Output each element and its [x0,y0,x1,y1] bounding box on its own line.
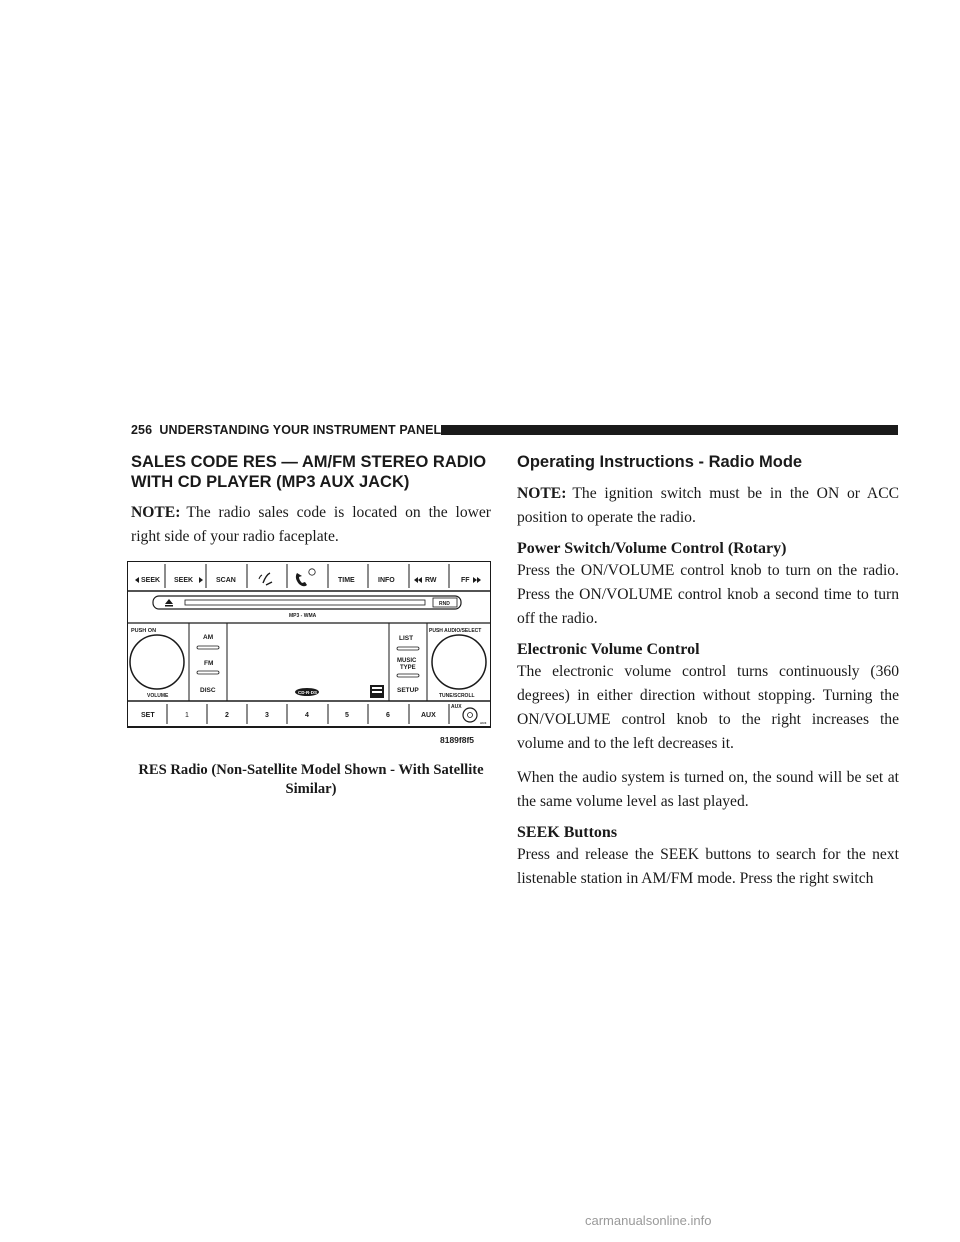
aux-small-label: AUX [480,721,487,725]
watermark: carmanualsonline.info [585,1213,712,1228]
tune-knob [432,635,486,689]
power-switch-heading: Power Switch/Volume Control (Rotary) [517,540,787,557]
aux-button-label: AUX [421,712,436,719]
operating-instructions-title: Operating Instructions - Radio Mode [517,453,803,471]
mp3-wma-label: MP3 - WMA [289,613,317,619]
caption-line1: RES Radio (Non-Satellite Model Shown - With Satellite [138,762,484,778]
preset-2-label: 2 [225,712,229,719]
header-rule [441,425,898,435]
caption-line2: Similar) [285,781,337,797]
compact-disc-logo-icon [370,685,384,698]
radio-faceplate-figure [127,561,491,747]
am-label: AM [203,634,214,641]
volume-control-text: The electronic volume control turns continuously (360 degrees) in either direction without stopping. Turning the ON/VOLUME control knob to the right increases the volume and to the left decreases it. [517,663,899,752]
note-text: The radio sales code is located on the lower right side of your radio faceplate. [131,504,491,545]
right-column [517,452,899,891]
right-note-paragraph [517,482,899,530]
rw-label: RW [425,577,437,584]
preset-5-label: 5 [345,712,349,719]
svg-text:CD·R·DS: CD·R·DS [298,690,317,695]
seek-heading: SEEK Buttons [517,824,618,841]
figure-id: 8189f8f5 [440,735,475,745]
setup-label: SETUP [397,687,419,694]
push-on-label: PUSH ON [131,628,157,634]
push-audio-label: PUSH AUDIO/SELECT [429,628,482,634]
section-title-line2: WITH CD PLAYER (MP3 AUX JACK) [131,473,410,491]
rnd-label: RND [439,601,450,607]
section-title [131,452,491,492]
scan-label: SCAN [216,577,236,584]
ff-label: FF [461,577,470,584]
right-note-text: The ignition switch must be in the ON or ACC position to operate the radio. [517,485,899,526]
preset-1-label: 1 [185,712,189,719]
type-label: TYPE [400,665,416,671]
volume-knob [130,635,184,689]
disc-label: DISC [200,687,216,694]
volume-control-heading: Electronic Volume Control [517,641,700,658]
note-label: NOTE: [131,504,181,521]
note-paragraph [131,501,491,549]
set-label: SET [141,712,155,719]
aux-jack-label: AUX [451,704,462,710]
seek-text: Press and release the SEEK buttons to search for the next listenable station in AM/FM mode. Press the right switch [517,846,899,887]
running-title: UNDERSTANDING YOUR INSTRUMENT PANEL [159,423,442,437]
music-label: MUSIC [397,658,417,664]
seek-back-label: SEEK [141,577,161,584]
page-number: 256 [131,423,153,437]
info-label: INFO [378,577,395,584]
right-note-label: NOTE: [517,485,567,502]
left-column [131,452,491,549]
running-header [131,423,441,437]
seek-forward-label: SEEK [174,577,194,584]
faceplate-frame [127,561,491,727]
preset-6-label: 6 [386,712,390,719]
section-title-line1: SALES CODE RES — AM/FM STEREO RADIO [131,453,487,471]
tune-scroll-label: TUNE/SCROLL [439,693,475,699]
disc-slot-opening [185,600,425,605]
fm-label: FM [204,660,214,667]
list-label: LIST [399,635,414,642]
figure-caption [131,761,491,799]
power-switch-text: Press the ON/VOLUME control knob to turn on the radio. Press the ON/VOLUME control knob a second time to turn off the radio. [517,562,899,627]
preset-4-label: 4 [305,712,309,719]
sirius-logo-icon [295,688,319,696]
preset-3-label: 3 [265,712,269,719]
volume-label: VOLUME [147,693,169,699]
time-label: TIME [338,577,355,584]
volume-level-text: When the audio system is turned on, the sound will be set at the same volume level as last played. [517,769,899,810]
